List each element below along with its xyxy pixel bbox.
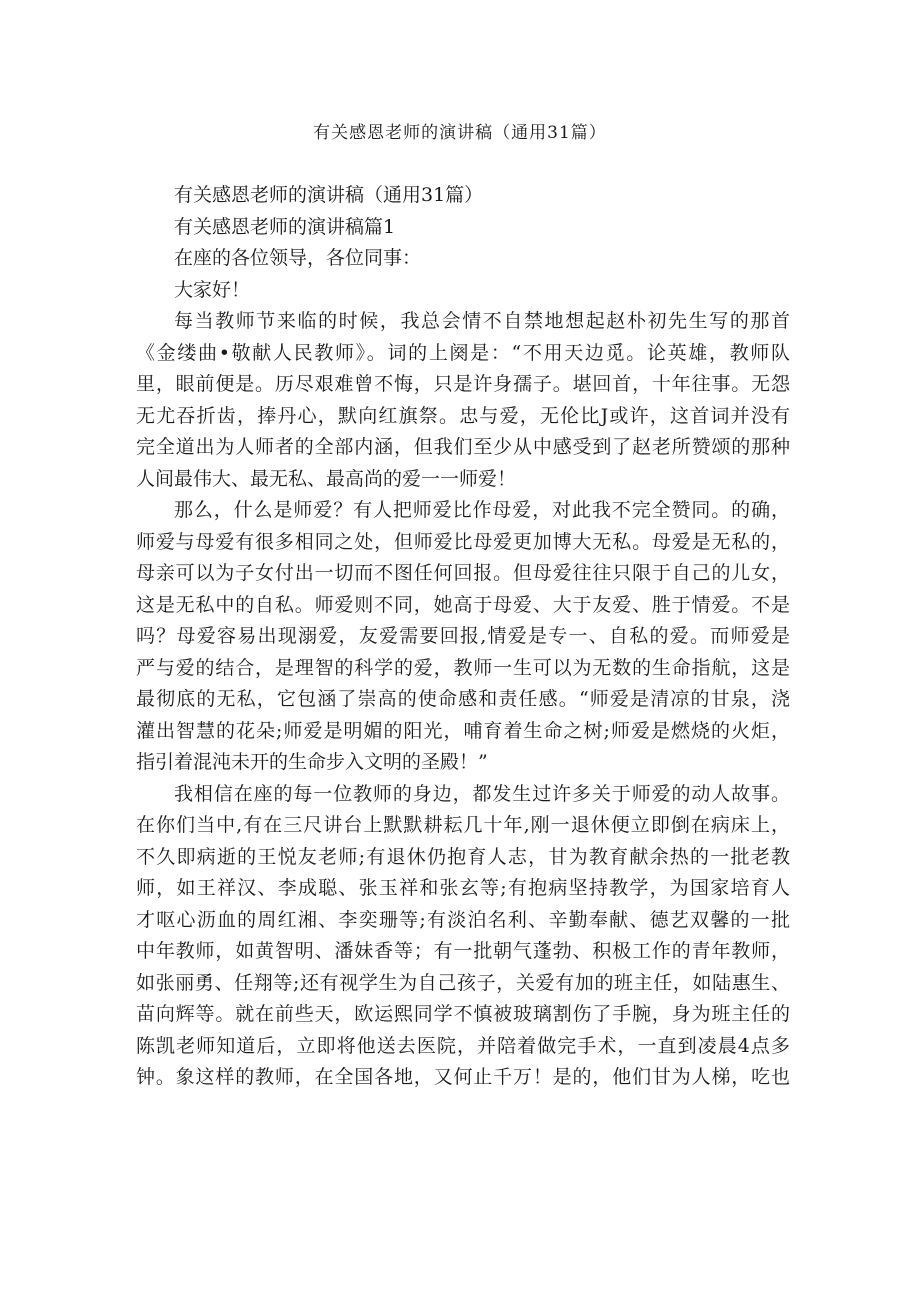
text-line: 里，眼前便是。历尽艰难曾不悔，只是许身孺子。堪回首，十年往事。无怨 — [136, 373, 790, 395]
text-line: 最彻底的无私，它包涵了崇高的使命感和责任感。“师爱是清凉的甘泉，浇 — [136, 688, 790, 710]
text-line: 陈凯老师知道后，立即将他送去医院，并陪着做完手术，一直到凌晨4点多 — [136, 1034, 790, 1057]
text-line: 师爱与母爱有很多相同之处，但师爱比母爱更加博大无私。母爱是无私的， — [136, 530, 790, 553]
text-line: 在座的各位领导，各位同事： — [174, 247, 422, 269]
text-line: 中年教师，如黄智明、潘妹香等；有一批朝气蓬勃、积极工作的青年教师， — [136, 940, 790, 962]
text-line: 钟。象这样的教师，在全国各地，又何止千万！是的，他们甘为人梯，吃也 — [136, 1066, 790, 1088]
text-line: 完全道出为人师者的全部内涵，但我们至少从中感受到了赵老所赞颂的那种 — [136, 436, 790, 458]
text-line: 严与爱的结合，是理智的科学的爱，教师一生可以为无数的生命指航，这是 — [136, 656, 790, 679]
text-line: 这是无私中的自私。师爱则不同，她高于母爱、大于友爱、胜于情爱。不是 — [136, 593, 790, 616]
text-line: 有关感恩老师的演讲稿（通用31篇） — [174, 184, 484, 206]
text-line: 不久即病逝的王悦友老师;有退休仍抱育人志，甘为教育献余热的一批老教 — [136, 845, 790, 868]
text-line: 那么，什么是师爱？有人把师爱比作母爱，对此我不完全赞同。的确， — [174, 499, 790, 521]
text-line: 有关感恩老师的演讲稿篇1 — [174, 215, 396, 238]
text-line: 如张丽勇、任翔等;还有视学生为自己孩子，关爱有加的班主任，如陆惠生、 — [136, 971, 790, 994]
text-line: 无尤吞折齿，捧丹心，默向红旗祭。忠与爱，无伦比J或许，这首词并没有 — [136, 404, 790, 427]
text-line: 苗向辉等。就在前些天，欧运熙同学不慎被玻璃割伤了手腕，身为班主任的 — [136, 1003, 790, 1025]
text-line: 每当教师节来临的时候，我总会情不自禁地想起赵朴初先生写的那首 — [174, 310, 790, 332]
text-line: 《金缕曲•敬献人民教师》。词的上阕是：“不用天边觅。论英雄，教师队 — [136, 341, 790, 364]
text-line: 大家好！ — [174, 278, 251, 301]
text-line: 指引着混沌未开的生命步入文明的圣殿！” — [136, 751, 488, 773]
text-line: 在你们当中,有在三尺讲台上默默耕耘几十年,刚一退休便立即倒在病床上， — [136, 814, 790, 836]
text-line: 人间最伟大、最无私、最高尚的爱一一师爱！ — [136, 467, 517, 490]
text-line: 母亲可以为子女付出一切而不图任何回报。但母爱往往只限于自己的儿女， — [136, 562, 790, 584]
document-title: 有关感恩老师的演讲稿（通用31篇） — [313, 123, 607, 143]
text-line: 师，如王祥汉、李成聪、张玉祥和张玄等;有抱病坚持教学，为国家培育人 — [136, 877, 790, 899]
text-line: 我相信在座的每一位教师的身边，都发生过许多关于师爱的动人故事。 — [174, 782, 790, 805]
document-body — [136, 180, 790, 1094]
text-line: 吗？母爱容易出现溺爱，友爱需要回报,情爱是专一、自私的爱。而师爱是 — [136, 625, 790, 647]
text-line: 才呕心沥血的周红湘、李奕珊等;有淡泊名利、辛勤奉献、德艺双馨的一批 — [136, 908, 790, 931]
text-line: 灌出智慧的花朵;师爱是明媚的阳光，哺育着生命之树;师爱是燃烧的火炬， — [136, 719, 790, 742]
